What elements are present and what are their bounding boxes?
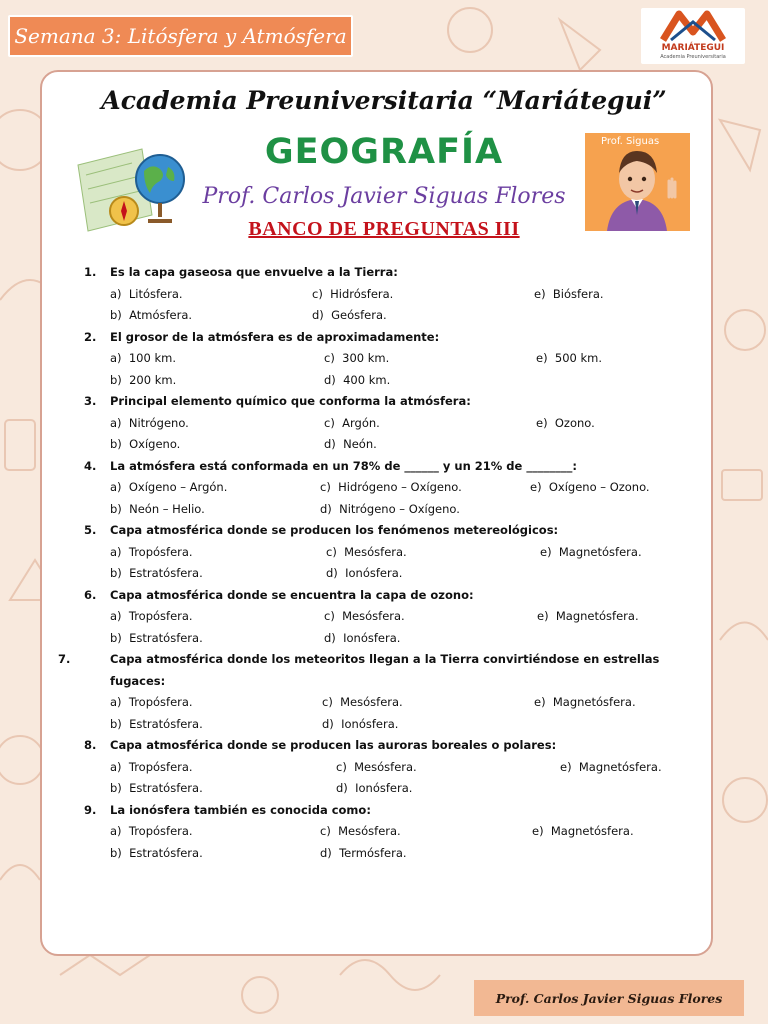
option-row [84,821,699,843]
option-letter: c) [320,480,331,494]
option-text: Estratósfera. [129,630,203,645]
option-text: Estratósfera. [129,566,203,580]
academy-logo [641,8,745,64]
option-letter: d) [324,630,336,645]
answer-option [536,348,602,370]
option-letter: b) [110,437,122,451]
question-number: 6. [84,587,97,602]
answer-option [110,370,176,392]
question-statement: Es la capa gaseosa que envuelve a la Tierra: [110,265,398,279]
footer-author: Prof. Carlos Javier Siguas Flores [495,990,723,1006]
option-letter: c) [322,695,333,709]
option-text: Estratósfera. [129,781,203,795]
option-letter: e) [560,759,572,774]
option-letter: b) [110,845,122,860]
answer-option [534,284,604,306]
option-letter: b) [110,501,122,516]
answer-option [110,757,193,779]
option-text: Litósfera. [128,286,183,301]
question-text [84,800,699,822]
question-statement: El grosor de la atmósfera es de aproximadamente: [110,329,440,344]
option-letter: a) [110,824,122,838]
answer-option [324,434,377,456]
option-letter: c) [324,351,335,365]
option-letter: e) [532,824,544,838]
answer-option [536,413,595,435]
option-text: Nitrógeno – Oxígeno. [339,501,460,516]
question-number: 1. [84,265,97,279]
week-banner [8,15,353,57]
option-text: Biósfera. [552,286,604,301]
option-text: 400 km. [343,372,391,387]
answer-option [320,843,407,865]
question-statement: Capa atmosférica donde se producen las auroras boreales o polares: [110,738,557,752]
option-letter: c) [320,824,331,838]
option-letter: d) [324,372,336,387]
answer-option [110,284,183,306]
option-letter: e) [537,609,549,623]
option-text: Mesósfera. [344,544,407,559]
option-letter: d) [322,716,334,731]
option-text: Ionósfera. [355,781,413,795]
answer-option [324,370,390,392]
question-number: 3. [84,394,97,408]
logo-m-icon [641,8,745,44]
option-letter: a) [110,415,122,430]
option-text: Magnetósfera. [552,695,636,709]
option-row [84,499,699,521]
option-letter: b) [110,630,122,645]
option-letter: a) [110,286,122,301]
option-row [84,757,699,779]
answer-option [320,499,460,521]
option-letter: a) [110,544,122,559]
option-text: Estratósfera. [129,845,203,860]
question-list [58,262,699,864]
answer-option [312,284,393,306]
question-statement: La ionósfera también es conocida como: [110,802,371,817]
answer-option [322,714,398,736]
question-statement: Principal elemento químico que conforma la atmósfera: [110,394,471,408]
option-letter: c) [312,286,323,301]
option-text: 100 km. [128,351,176,365]
question-text [84,456,699,478]
academy-title: Academia Preuniversitaria “Mariátegui” [101,86,667,115]
answer-option [537,606,639,628]
option-text: Mesósfera. [338,824,401,838]
option-letter: c) [326,544,337,559]
question-number: 8. [84,738,97,752]
option-row [84,413,699,435]
question-text [84,585,699,607]
option-letter: b) [110,372,122,387]
option-text: 500 km. [554,351,602,365]
answer-option [110,413,189,435]
answer-option [320,477,462,499]
option-text: Tropósfera. [128,544,193,559]
option-row [84,434,699,456]
option-text: Estratósfera. [129,716,203,731]
option-letter: d) [312,308,324,322]
question-text [58,649,699,692]
answer-option [110,778,203,800]
logo-subtext: Academia Preuniversitaria [660,54,726,60]
answer-option [110,434,180,456]
question-number: 9. [84,802,97,817]
avatar-icon [585,133,690,231]
option-text: Magnetósfera. [558,544,642,559]
option-letter: a) [110,480,122,494]
answer-option [326,542,407,564]
option-text: Atmósfera. [129,308,193,322]
option-letter: e) [534,695,546,709]
answer-option [312,305,387,327]
question-statement: La atmósfera está conformada en un 78% de ______ y un 21% de ________: [110,458,577,473]
option-letter: e) [536,351,548,365]
option-text: 200 km. [129,372,177,387]
question-item [84,735,699,800]
question-text [84,262,699,284]
answer-option [534,692,636,714]
option-letter: a) [110,609,122,623]
option-text: Mesósfera. [340,695,403,709]
option-letter: e) [534,286,546,301]
question-statement: Capa atmosférica donde se encuentra la capa de ozono: [110,587,474,602]
option-letter: a) [110,759,122,774]
answer-option [110,348,176,370]
question-statement: Capa atmosférica donde los meteoritos llegan a la Tierra convirtiéndose en estrellas fugaces: [110,652,660,688]
option-text: Tropósfera. [128,759,193,774]
question-item [84,327,699,392]
option-text: Tropósfera. [128,609,193,623]
option-text: Magnetósfera. [550,824,634,838]
answer-option [110,477,227,499]
option-text: Ionósfera. [341,716,399,731]
option-letter: c) [324,609,335,623]
question-number: 4. [84,458,97,473]
option-letter: e) [540,544,552,559]
option-text: Oxígeno. [129,437,181,451]
answer-option [110,542,193,564]
question-item [84,520,699,585]
option-text: Hidrógeno – Oxígeno. [338,480,462,494]
option-row [84,370,699,392]
answer-option [336,778,412,800]
question-number: 2. [84,329,97,344]
question-statement: Capa atmosférica donde se producen los fenómenos metereológicos: [110,523,559,537]
option-row [84,692,699,714]
option-text: Argón. [342,415,380,430]
answer-option [110,714,203,736]
option-letter: b) [110,566,122,580]
option-letter: e) [530,480,542,494]
option-text: Mesósfera. [342,609,405,623]
answer-option [110,563,203,585]
option-letter: d) [326,566,338,580]
question-item [84,585,699,650]
answer-option [110,843,203,865]
footer-banner [474,980,744,1016]
week-label: Semana 3: Litósfera y Atmósfera [14,24,347,48]
subject-title: GEOGRAFÍA [264,132,504,172]
answer-option [530,477,650,499]
option-text: Ozono. [554,415,595,430]
question-number: 7. [58,652,71,666]
option-letter: b) [110,308,122,322]
option-text: Magnetósfera. [578,759,662,774]
answer-option [336,757,417,779]
option-text: Neón. [343,437,377,451]
question-text [84,391,699,413]
option-text: Oxígeno – Ozono. [548,480,650,494]
question-item [84,800,699,865]
question-item [84,456,699,521]
option-row [84,628,699,650]
question-item [84,391,699,456]
option-text: Termósfera. [339,845,407,860]
answer-option [324,348,389,370]
option-letter: b) [110,781,122,795]
option-text: Neón – Helio. [129,501,205,516]
option-row [84,563,699,585]
option-letter: c) [324,415,335,430]
answer-option [320,821,401,843]
answer-option [326,563,402,585]
option-row [84,778,699,800]
option-letter: e) [536,415,548,430]
option-text: Ionósfera. [345,566,403,580]
question-number: 5. [84,523,97,537]
option-letter: a) [110,695,122,709]
option-text: Geósfera. [331,308,387,322]
answer-option [324,606,405,628]
option-text: Tropósfera. [128,695,193,709]
option-row [84,714,699,736]
question-text [84,327,699,349]
professor-avatar [585,133,690,231]
answer-option [110,821,193,843]
option-text: 300 km. [342,351,390,365]
option-text: Oxígeno – Argón. [128,480,228,494]
answer-option [324,413,380,435]
option-text: Hidrósfera. [330,286,394,301]
answer-option [540,542,642,564]
option-letter: d) [320,845,332,860]
option-row [84,305,699,327]
logo-text: MARIÁTEGUI [661,43,725,53]
answer-option [560,757,662,779]
option-row [84,606,699,628]
option-text: Nitrógeno. [128,415,189,430]
professor-name: Prof. Carlos Javier Siguas Flores [202,184,566,209]
option-letter: d) [324,437,336,451]
option-row [84,542,699,564]
answer-option [110,606,193,628]
option-row [84,348,699,370]
option-text: Tropósfera. [128,824,193,838]
answer-option [322,692,403,714]
option-letter: c) [336,759,347,774]
answer-option [110,499,205,521]
option-row [84,477,699,499]
question-item [58,649,699,735]
option-text: Mesósfera. [354,759,417,774]
answer-option [110,628,203,650]
option-text: Ionósfera. [343,630,401,645]
answer-option [110,692,193,714]
question-bank-title-text: BANCO DE PREGUNTAS III [248,218,520,240]
answer-option [532,821,634,843]
option-letter: b) [110,716,122,731]
option-row [84,284,699,306]
option-letter: a) [110,351,122,365]
option-row [84,843,699,865]
question-text [84,735,699,757]
answer-option [110,305,192,327]
option-text: Magnetósfera. [555,609,639,623]
option-letter: d) [336,781,348,795]
question-text [84,520,699,542]
globe-illustration [72,145,196,233]
answer-option [324,628,400,650]
avatar-label: Prof. Siguas [601,136,660,147]
option-letter: d) [320,501,332,516]
question-item [84,262,699,327]
